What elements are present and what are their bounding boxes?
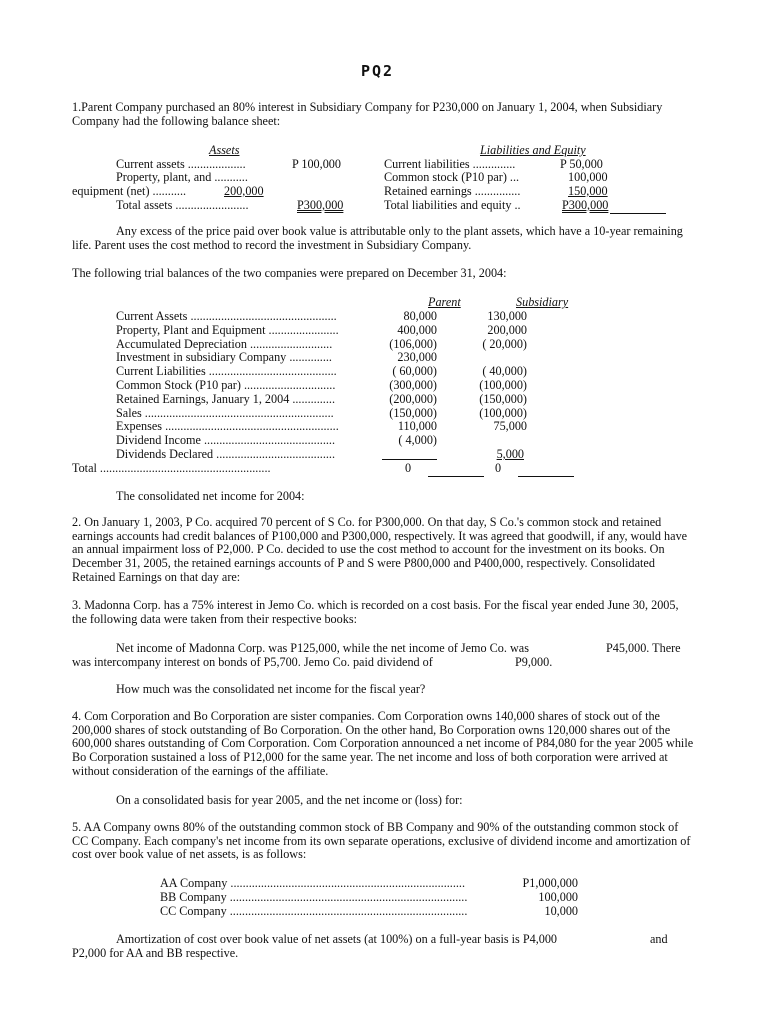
tb-row-sub: ( 20,000) [482, 336, 527, 351]
q1-question: The consolidated net income for 2004: [116, 489, 305, 503]
tb-total-label: Total ........................................................ [72, 461, 271, 475]
tb-row-label: Sales .............................................................. [116, 405, 334, 420]
tb-row-sub: ( 40,000) [482, 364, 527, 379]
q3-intro: 3. Madonna Corp. has a 75% interest in Jemo Co. which is recorded on a cost basis. For the fiscal year ended June 30, 2005, the following data were taken from their respective books: [72, 598, 679, 626]
tb-row-label: Dividend Income ........................................... [116, 433, 336, 448]
q4-question: On a consolidated basis for year 2005, and the net income or (loss) for: [116, 793, 463, 807]
q5-row-label: CC Company .............................................................................. [160, 903, 468, 918]
tb-row-label: Investment in subsidiary Company .............. [116, 350, 332, 365]
q1-trial-intro: The following trial balances of the two companies were prepared on December 31, 2004: [72, 266, 507, 280]
bs-retained: Retained earnings ............... [384, 184, 521, 198]
q3-detail-a: Net income of Madonna Corp. was P125,000, while the net income of Jemo Co. was [116, 641, 529, 655]
tb-row-parent: ( 60,000) [392, 364, 437, 379]
tb-row-sub: (100,000) [479, 378, 527, 392]
q4-intro: 4. Com Corporation and Bo Corporation are sister companies. Com Corporation owns 140,000 shares of stock out of the 200,000 shares of stock outstanding of Bo Corporation. On the other hand, Bo Corporation owns 120,000 shares out of the 600,000 shares outstanding of Com Corporation. Com Corporation announced a net income of P84,080 for the year 2005 while Bo Corporation sustained a loss of P12,000 for the same year. The net income and loss of both corporation were arrived at without consideration of the earnings of the affiliate. [72, 709, 694, 778]
q5-row-value: 100,000 [538, 889, 578, 904]
bs-common-stock-val: 100,000 [568, 170, 608, 184]
tb-row-label: Accumulated Depreciation ........................... [116, 336, 333, 351]
q3-detail-d: P9,000. [515, 655, 553, 669]
tb-dividends-rule-parent [382, 459, 437, 460]
bs-common-stock: Common stock (P10 par) ... [384, 170, 520, 184]
bs-total-assets-val: P300,000 [297, 198, 344, 212]
q3-detail-c: was intercompany interest on bonds of P5,700. Jemo Co. paid dividend of [72, 655, 433, 669]
assets-heading: Assets [209, 143, 240, 157]
tb-row-parent: ( 4,000) [398, 433, 437, 448]
q5-row-value: P1,000,000 [522, 876, 578, 890]
q5-amort-c: P2,000 for AA and BB respective. [72, 946, 239, 960]
tb-row-label: Common Stock (P10 par) .............................. [116, 378, 336, 392]
bs-ppe-line2: equipment (net) ........... [72, 184, 187, 198]
tb-row-label: Property, Plant and Equipment ....................... [116, 322, 339, 337]
q1-excess: Any excess of the price paid over book value is attributable only to the plant assets, which have a 10-year remaining life. Parent uses the cost method to record the investment in Subsidiary Company. [72, 224, 683, 252]
bs-rule [610, 213, 666, 214]
q5-row-label: AA Company ............................................................................. [160, 876, 466, 890]
page-title: PQ2 [361, 62, 395, 80]
tb-row-parent: 400,000 [397, 322, 437, 337]
q5-amort-b: and [650, 932, 668, 946]
tb-row-parent: 110,000 [397, 419, 437, 434]
q5-intro: 5. AA Company owns 80% of the outstanding common stock of BB Company and 90% of the outstanding common stock of CC Company. Each company's net income from its own separate operations, exclusive of dividend income and amortization of cost over book value of net assets, is as follows: [72, 820, 691, 862]
tb-row-parent: 80,000 [403, 309, 437, 323]
q5-amort-a: Amortization of cost over book value of net assets (at 100%) on a full-year basis is P4,000 [116, 932, 558, 946]
bs-current-assets-val: P 100,000 [292, 157, 341, 171]
tb-total-rule-1 [428, 476, 484, 477]
tb-row-sub: 130,000 [487, 309, 527, 323]
q3-question: How much was the consolidated net income for the fiscal year? [116, 682, 426, 696]
tb-row-parent: (150,000) [389, 405, 437, 420]
tb-row-parent: (300,000) [389, 378, 437, 392]
tb-row-sub: (100,000) [479, 405, 527, 420]
tb-total-parent: 0 [405, 461, 412, 475]
bs-ppe-line1: Property, plant, and ........... [116, 170, 248, 184]
tb-row-label: Current Assets ................................................ [116, 309, 337, 323]
bs-current-assets: Current assets ................... [116, 157, 246, 171]
bs-total-assets: Total assets ........................ [116, 198, 249, 212]
tb-row-sub: 200,000 [487, 322, 527, 337]
tb-row-parent: (106,000) [389, 336, 437, 351]
tb-row-label: Retained Earnings, January 1, 2004 .............. [116, 391, 335, 406]
bs-total-le: Total liabilities and equity .. [384, 198, 521, 212]
bs-retained-val: 150,000 [568, 184, 608, 198]
tb-row-sub: (150,000) [479, 391, 527, 406]
bs-ppe-val: 200,000 [224, 184, 264, 198]
tb-parent-heading: Parent [428, 295, 461, 309]
bs-current-liab: Current liabilities .............. [384, 157, 516, 171]
tb-total-rule-2 [518, 476, 574, 477]
q3-detail-b: P45,000. There [606, 641, 681, 655]
tb-sub-heading: Subsidiary [516, 295, 569, 309]
q1-intro: 1.Parent Company purchased an 80% interest in Subsidiary Company for P230,000 on January 1, 2004, when Subsidiary Company had the following balance sheet: [72, 100, 663, 128]
bs-current-liab-val: P 50,000 [560, 157, 603, 171]
q5-row-value: 10,000 [544, 903, 578, 918]
q2-text: 2. On January 1, 2003, P Co. acquired 70 percent of S Co. for P300,000. On that day, S Co.'s common stock and retained earnings accounts had credit balances of P100,000 and P300,000, respectively. It was agreed that goodwill, if any, would have an annual impairment loss of P2,000. P Co. decided to use the cost method to account for the investment on its books. On December 31, 2005, the retained earnings accounts of P and S were P800,000 and P400,000, respectively. Consolidated Retained Earnings on that day are: [72, 515, 688, 584]
tb-row-label: Dividends Declared ....................................... [116, 447, 336, 461]
tb-row-sub: 75,000 [493, 419, 527, 434]
tb-row-sub: 5,000 [496, 447, 524, 461]
tb-row-parent: (200,000) [389, 391, 437, 406]
q5-row-label: BB Company .............................................................................. [160, 889, 468, 904]
tb-row-parent: 230,000 [397, 350, 437, 365]
le-heading: Liabilities and Equity [480, 143, 586, 157]
tb-row-label: Expenses ......................................................... [116, 419, 339, 434]
tb-total-sub: 0 [495, 461, 502, 475]
tb-row-label: Current Liabilities .......................................... [116, 364, 337, 379]
bs-total-le-val: P300,000 [562, 198, 609, 212]
